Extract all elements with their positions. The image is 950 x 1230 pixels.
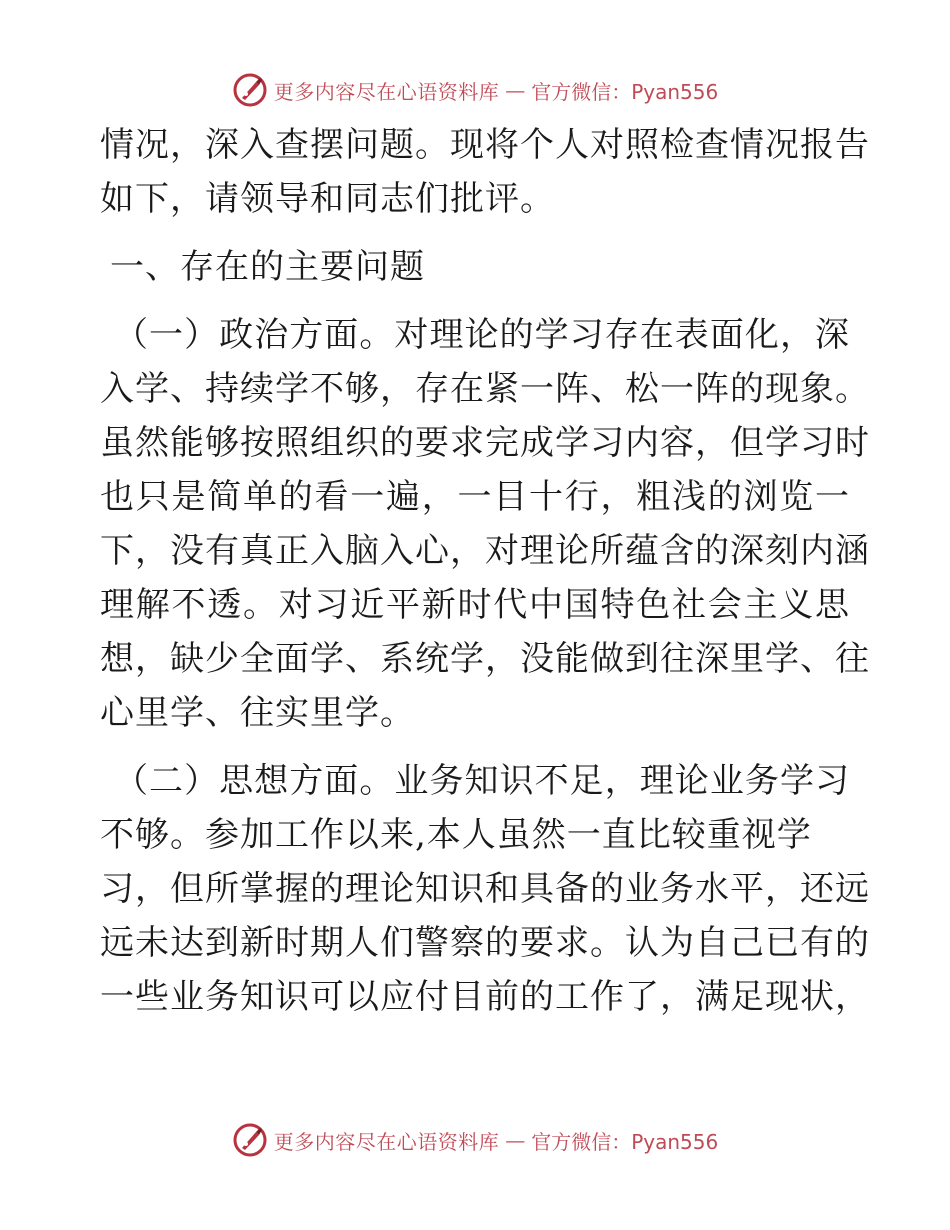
watermark-text: 更多内容尽在心语资料库	[273, 79, 500, 104]
paragraph-political	[100, 308, 870, 740]
text-line: 如下，请领导和同志们批评。	[100, 179, 555, 219]
watermark-separator: —	[505, 1128, 526, 1152]
text-line: 想，缺少全面学、系统学，没能做到往深里学、往	[100, 639, 870, 679]
quill-pen-logo-icon	[232, 72, 268, 108]
document-body	[100, 118, 870, 1024]
text-line: 理解不透。对习近平新时代中国特色社会主义思	[100, 585, 850, 625]
text-line: 习，但所掌握的理论知识和具备的业务水平，还远	[100, 869, 870, 909]
text-line: 也只是简单的看一遍，一目十行，粗浅的浏览一	[100, 477, 850, 517]
watermark-contact: 官方微信：Pyan556	[531, 79, 719, 104]
watermark-separator: —	[505, 78, 526, 102]
text-line: 情况，深入查摆问题。现将个人对照检查情况报告	[100, 125, 870, 165]
text-line: 入学、持续学不够，存在紧一阵、松一阵的现象。	[100, 369, 870, 409]
text-line: （一）政治方面。对理论的学习存在表面化，深	[114, 315, 850, 355]
text-line: （二）思想方面。业务知识不足，理论业务学习	[114, 761, 850, 801]
text-line: 下，没有真正入脑入心，对理论所蕴含的深刻内涵	[100, 531, 870, 571]
intro-paragraph	[100, 118, 870, 226]
text-line: 一些业务知识可以应付目前的工作了，满足现状，	[100, 977, 870, 1017]
text-line: 不够。参加工作以来,本人虽然一直比较重视学	[100, 815, 812, 855]
text-line: 远未达到新时期人们警察的要求。认为自己已有的	[100, 923, 870, 963]
text-line: 虽然能够按照组织的要求完成学习内容，但学习时	[100, 423, 870, 463]
paragraph-ideological	[100, 754, 870, 1024]
section-heading: 一、存在的主要问题	[110, 247, 425, 287]
watermark-contact: 官方微信：Pyan556	[531, 1129, 719, 1154]
quill-pen-logo-icon	[232, 1122, 268, 1158]
watermark-text: 更多内容尽在心语资料库	[273, 1129, 500, 1154]
header-watermark	[0, 70, 950, 110]
text-line: 心里学、往实里学。	[100, 693, 415, 733]
footer-watermark	[0, 1120, 950, 1160]
